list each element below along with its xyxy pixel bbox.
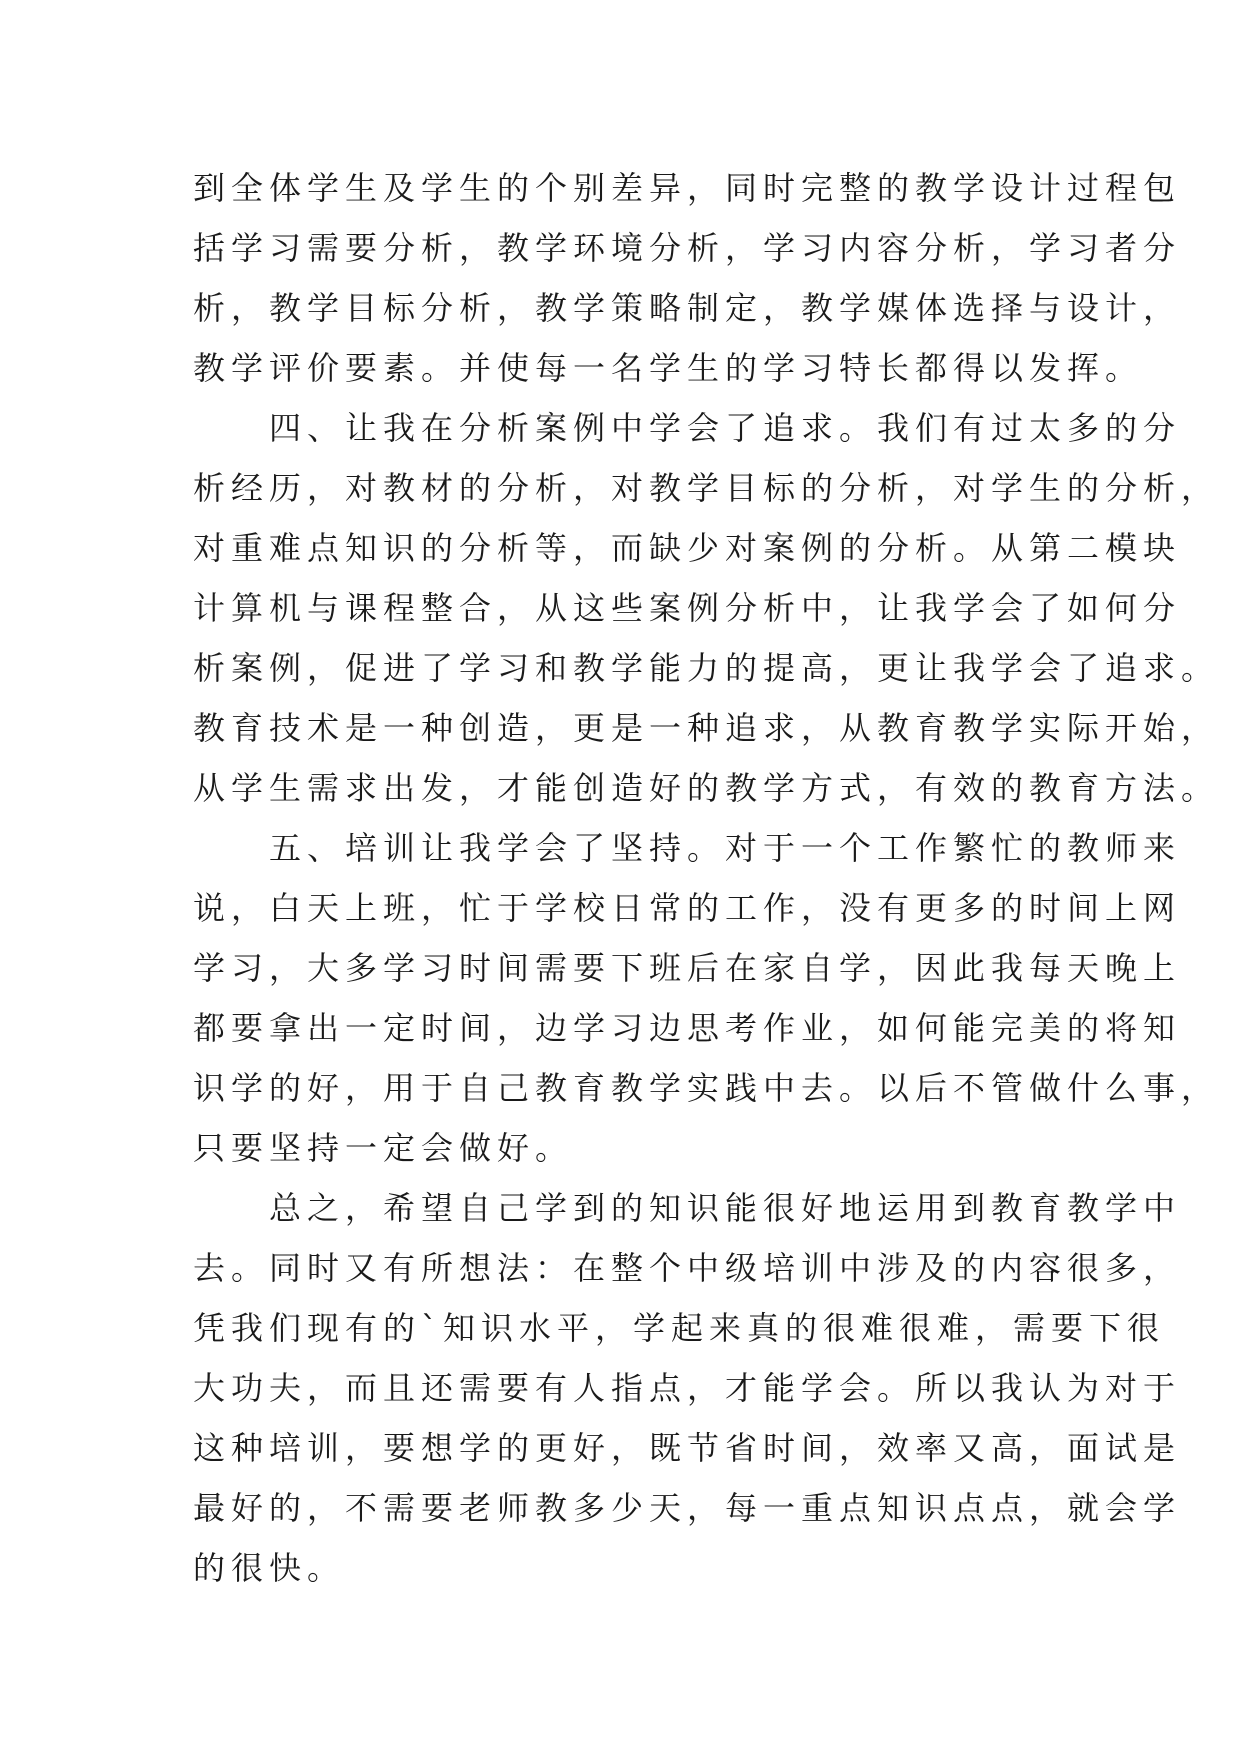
text-line: 计算机与课程整合，从这些案例分析中，让我学会了如何分 bbox=[193, 589, 1182, 627]
text-line: 析案例，促进了学习和教学能力的提高，更让我学会了追求。 bbox=[193, 649, 1220, 687]
text-line: 析经历，对教材的分析，对教学目标的分析，对学生的分析， bbox=[193, 469, 1220, 507]
text-line: 从学生需求出发，才能创造好的教学方式，有效的教育方法。 bbox=[193, 769, 1220, 807]
text-line: 大功夫，而且还需要有人指点，才能学会。所以我认为对于 bbox=[193, 1369, 1182, 1407]
text-line: 的很快。 bbox=[193, 1549, 346, 1587]
text-line: 识学的好，用于自己教育教学实践中去。以后不管做什么事， bbox=[193, 1069, 1220, 1107]
text-line: 只要坚持一定会做好。 bbox=[193, 1129, 574, 1167]
text-line: 析，教学目标分析，教学策略制定，教学媒体选择与设计， bbox=[193, 289, 1182, 327]
text-line: 到全体学生及学生的个别差异，同时完整的教学设计过程包 bbox=[193, 169, 1182, 207]
text-line: 学习，大多学习时间需要下班后在家自学，因此我每天晚上 bbox=[193, 949, 1182, 987]
text-line: 都要拿出一定时间，边学习边思考作业，如何能完美的将知 bbox=[193, 1009, 1182, 1047]
text-line: 教学评价要素。并使每一名学生的学习特长都得以发挥。 bbox=[193, 349, 1144, 387]
text-line: 说，白天上班，忙于学校日常的工作，没有更多的时间上网 bbox=[193, 889, 1182, 927]
text-line: 五、培训让我学会了坚持。对于一个工作繁忙的教师来 bbox=[193, 829, 1182, 867]
text-line: 去。同时又有所想法：在整个中级培训中涉及的内容很多， bbox=[193, 1249, 1182, 1287]
text-line: 括学习需要分析，教学环境分析，学习内容分析，学习者分 bbox=[193, 229, 1182, 267]
text-line: 对重难点知识的分析等，而缺少对案例的分析。从第二模块 bbox=[193, 529, 1182, 567]
text-line: 凭我们现有的`知识水平，学起来真的很难很难，需要下很 bbox=[193, 1309, 1166, 1347]
text-line: 教育技术是一种创造，更是一种追求，从教育教学实际开始， bbox=[193, 709, 1220, 747]
text-line: 四、让我在分析案例中学会了追求。我们有过太多的分 bbox=[193, 409, 1182, 447]
text-line: 这种培训，要想学的更好，既节省时间，效率又高，面试是 bbox=[193, 1429, 1182, 1467]
text-line: 总之，希望自己学到的知识能很好地运用到教育教学中 bbox=[193, 1189, 1182, 1227]
text-line: 最好的，不需要老师教多少天，每一重点知识点点，就会学 bbox=[193, 1489, 1182, 1527]
body-text bbox=[193, 158, 1220, 1598]
